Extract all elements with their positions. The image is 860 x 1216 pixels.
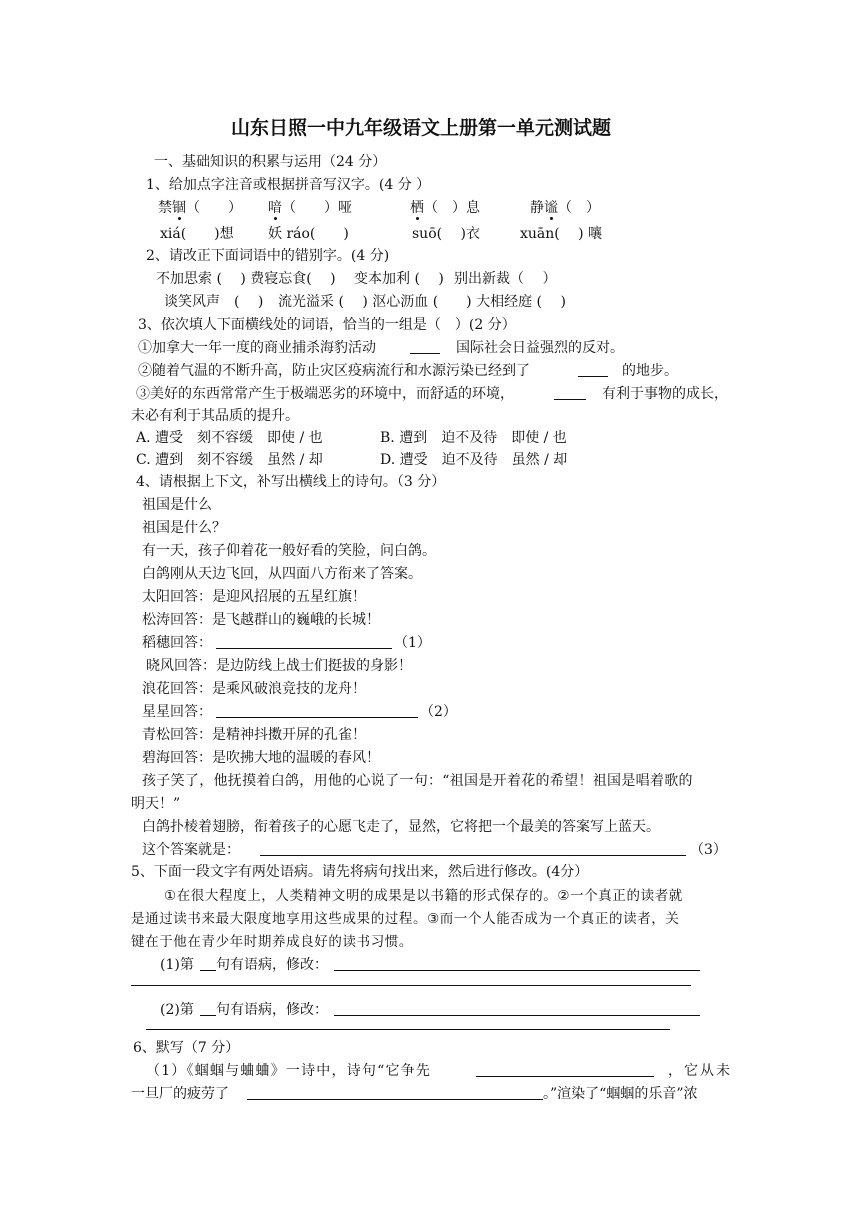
fill-blank[interactable] <box>410 338 440 354</box>
sentence-number-blank[interactable] <box>200 955 216 971</box>
option-c: C. 遭到 刻不容缓 虽然 / 却 <box>136 452 323 468</box>
page-title: 山东日照一中九年级语文上册第一单元测试题 <box>231 117 612 139</box>
q3-stem: 3、依次填人下面横线处的词语，恰当的一组是（ ）(2 分） <box>138 317 516 333</box>
section-heading: 一、基础知识的积累与运用（24 分） <box>154 154 387 170</box>
fill-blank[interactable] <box>578 361 608 377</box>
q2-stem: 2、请改正下面词语中的错别字。(4 分) <box>146 248 390 264</box>
poem-line: 松涛回答：是飞越群山的巍峨的长城！ <box>142 612 380 628</box>
fill-blank[interactable] <box>554 384 586 400</box>
q1-pinyin-item: xiá( )想 <box>160 226 234 242</box>
q4-stem: 4、请根据上下文，补写出横线上的诗句。（3 分） <box>136 474 446 490</box>
q1-pinyin-item: 妖 ráo( ) <box>268 226 349 242</box>
q5-passage: ①在很大程度上，人类精神文明的成果是以书籍的形式保存的。②一个真正的读者就 <box>164 888 683 904</box>
q1-item-dotted: 栖 <box>410 200 424 216</box>
q1-item-pre: 禁 <box>158 200 172 216</box>
poem-line: 有一天，孩子仰着花一般好看的笑脸，问白鸽。 <box>142 543 436 559</box>
answer-label: 这个答案就是： <box>142 842 240 858</box>
answer-line[interactable] <box>476 1061 654 1077</box>
q1-stem: 1、给加点字注音或根据拼音写汉字。(4 分 ） <box>146 177 431 193</box>
option-d: D. 遭受 迫不及待 虽然 / 却 <box>380 452 568 468</box>
answer-line[interactable] <box>334 955 700 971</box>
answer-line[interactable] <box>146 1029 670 1030</box>
answer-label: (1)第 <box>160 957 194 973</box>
q1-item-pre: 静 <box>530 200 544 216</box>
q1-item-post: （ ） <box>186 200 242 216</box>
q6-text: 。”渲染了“蝈蝈的乐音”浓 <box>543 1086 698 1102</box>
q1-item-dotted: 锢 <box>172 200 186 216</box>
q2-item: 流光溢采 ( ) 沤心沥血 ( ) 大相经庭 ( ) <box>278 294 566 310</box>
answer-label: 句有语病，修改： <box>216 1002 328 1018</box>
poem-label: 稻穗回答： <box>142 635 212 651</box>
q5-stem: 5、下面一段文字有两处语病。请先将病句找出来，然后进行修改。(4分） <box>131 864 589 880</box>
blank-number: （1） <box>394 635 431 651</box>
q5-passage: 是通过读书来最大限度地享用这些成果的过程。③而一个人能否成为一个真正的读者，关 <box>131 911 680 927</box>
blank-number: （2） <box>420 704 457 720</box>
answer-label: (2)第 <box>160 1002 194 1018</box>
q6-text: ，它从未 <box>668 1063 732 1079</box>
q3-sentence-3-cont: 未必有利于其品质的提升。 <box>131 408 299 424</box>
q1-item-post: （ ）哑 <box>282 200 352 216</box>
answer-line[interactable] <box>334 1000 700 1016</box>
poem-line: 祖国是什么 <box>142 497 212 513</box>
q1-item-dotted: 喑 <box>268 200 282 216</box>
poem-line: 晓风回答：是边防线上战士们挺拔的身影！ <box>146 658 412 674</box>
poem-line: 祖国是什么？ <box>142 520 226 536</box>
q6-text: 一旦厂的疲劳了 <box>131 1086 229 1102</box>
q3-text: 有利于事物的成长， <box>602 386 728 402</box>
answer-line[interactable] <box>247 1084 543 1100</box>
q5-passage: 键在于他在青少年时期养成良好的读书习惯。 <box>131 934 413 950</box>
q3-text: ③美好的东西常常产生于极端恶劣的环境中，而舒适的环境， <box>136 386 514 402</box>
poem-line: 浪花回答：是乘风破浪竞技的龙舟！ <box>142 681 366 697</box>
poem-line: 白鸽刚从天边飞回，从四面八方衔来了答案。 <box>142 566 422 582</box>
q2-item: 变本加利 ( ) <box>354 271 444 287</box>
q1-item-post: （ ）息 <box>424 200 480 216</box>
answer-line[interactable] <box>260 840 686 856</box>
poem-line: 孩子笑了，他抚摸着白鸽，用他的心说了一句：“祖国是开着花的希望！祖国是唱着歌的 <box>142 773 693 789</box>
poem-label: 星星回答： <box>142 704 212 720</box>
answer-line[interactable] <box>216 633 392 649</box>
poem-line: 碧海回答：是吹拂大地的温暖的春风！ <box>142 750 380 766</box>
blank-number: （3） <box>690 842 727 858</box>
q3-text: ②随着气温的不断升高，防止灾区疫病流行和水源污染已经到了 <box>138 363 530 379</box>
sentence-number-blank[interactable] <box>200 1000 216 1016</box>
q2-item: 谈笑风声 ( ) <box>164 294 264 310</box>
q1-item-dotted: 谧 <box>544 200 558 216</box>
poem-line: 白鸽扑棱着翅膀，衔着孩子的心愿飞走了，显然，它将把一个最美的答案写上蓝天。 <box>142 819 660 835</box>
q6-stem: 6、默写（7 分） <box>133 1040 240 1056</box>
poem-line: 明天！” <box>131 796 181 812</box>
q3-text: 国际社会日益强烈的反对。 <box>456 340 624 356</box>
poem-line: 太阳回答：是迎风招展的五星红旗！ <box>142 589 366 605</box>
q3-text: ①加拿大一年一度的商业捕杀海豹活动 <box>138 340 376 356</box>
answer-label: 句有语病，修改： <box>216 957 328 973</box>
q1-pinyin-item: xuān( ) 嚷 <box>520 226 603 242</box>
q1-item-post: （ ） <box>558 200 600 216</box>
q2-item: 别出新裁（ ） <box>454 271 557 287</box>
option-a: A. 遭受 刻不容缓 即使 / 也 <box>136 430 323 446</box>
answer-line[interactable] <box>131 985 691 986</box>
answer-line[interactable] <box>216 702 418 718</box>
q2-item: 不加思索 ( ) 费寝忘食( ) <box>156 271 336 287</box>
q6-text: （1）《蝈蝈与蛐蛐》一诗中，诗句“它争先 <box>146 1063 432 1079</box>
poem-line: 青松回答：是精神抖擞开屏的孔雀！ <box>142 727 366 743</box>
q1-pinyin-item: suō( )衣 <box>412 226 481 242</box>
option-b: B. 遭到 迫不及待 即使 / 也 <box>380 430 567 446</box>
q3-text: 的地步。 <box>622 363 678 379</box>
